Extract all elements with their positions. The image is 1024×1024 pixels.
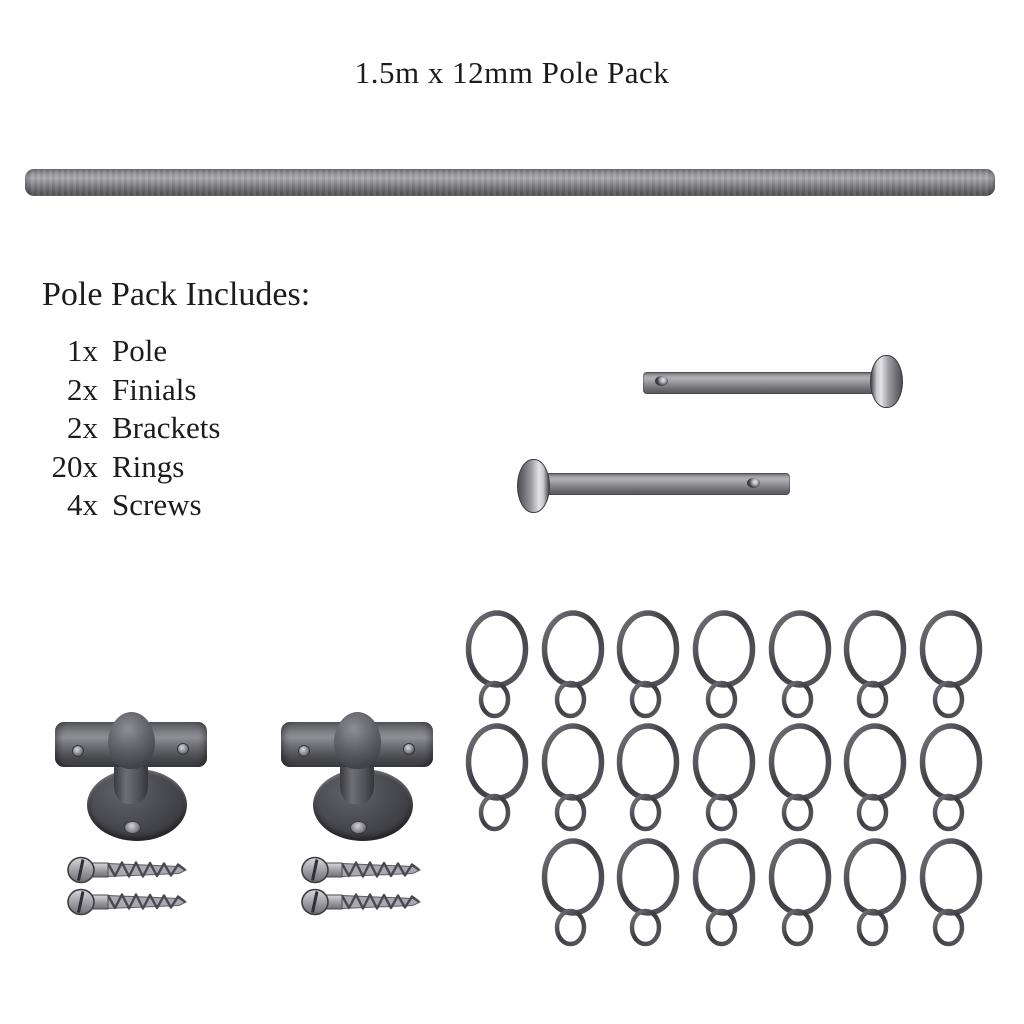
includes-item xyxy=(38,448,220,487)
finial-hole xyxy=(747,478,760,488)
bracket-image xyxy=(55,712,207,846)
finial-hole xyxy=(655,376,668,386)
includes-item xyxy=(38,486,220,525)
includes-item-qty: 1x xyxy=(67,333,98,368)
bracket-grub-screw xyxy=(177,743,189,755)
curtain-ring-image xyxy=(766,838,834,948)
curtain-ring-image xyxy=(690,723,758,833)
includes-item-qty: 4x xyxy=(67,487,98,522)
bracket-image xyxy=(281,712,433,846)
curtain-ring-image xyxy=(690,838,758,948)
screw-image xyxy=(301,855,425,885)
curtain-ring-image xyxy=(539,610,607,720)
includes-item-name: Finials xyxy=(112,371,197,407)
curtain-ring-image xyxy=(766,610,834,720)
includes-heading: Pole Pack Includes: xyxy=(42,276,311,313)
bracket-grub-screw xyxy=(298,745,310,757)
finial-image-bottom xyxy=(517,459,790,514)
product-title: 1.5m x 12mm Pole Pack xyxy=(354,55,670,90)
includes-item-qty: 2x xyxy=(67,371,98,407)
finial-image-top xyxy=(642,355,904,409)
bracket-plate-screw xyxy=(124,821,141,834)
bracket-knob xyxy=(108,712,155,769)
curtain-ring-image xyxy=(614,723,682,833)
curtain-ring-image xyxy=(614,610,682,720)
curtain-ring-image xyxy=(539,838,607,948)
curtain-ring-image xyxy=(463,723,531,833)
pole-image xyxy=(25,169,995,196)
bracket-grub-screw xyxy=(72,745,84,757)
includes-item-qty: 2x xyxy=(67,410,98,445)
curtain-ring-image xyxy=(841,723,909,833)
screw-image xyxy=(301,887,425,917)
curtain-ring-image xyxy=(766,723,834,833)
includes-item-name: Brackets xyxy=(112,410,221,445)
includes-item-name: Screws xyxy=(112,487,202,522)
includes-item-qty: 20x xyxy=(51,448,98,484)
curtain-ring-image xyxy=(614,838,682,948)
finial-rod xyxy=(643,372,879,394)
bracket-knob xyxy=(334,712,381,769)
bracket-grub-screw xyxy=(403,743,415,755)
screw-image xyxy=(67,855,191,885)
curtain-ring-image xyxy=(463,610,531,720)
includes-item-name: Rings xyxy=(112,448,185,484)
bracket-plate-screw xyxy=(350,821,367,834)
includes-item-name: Pole xyxy=(112,333,168,368)
curtain-ring-image xyxy=(917,838,985,948)
screw-image xyxy=(67,887,191,917)
curtain-ring-image xyxy=(917,610,985,720)
curtain-ring-image xyxy=(841,838,909,948)
finial-head xyxy=(517,459,550,513)
includes-list xyxy=(38,332,220,525)
includes-item xyxy=(38,332,220,371)
includes-item xyxy=(38,371,220,410)
curtain-ring-image xyxy=(917,723,985,833)
curtain-ring-image xyxy=(690,610,758,720)
curtain-ring-image xyxy=(539,723,607,833)
includes-item xyxy=(38,409,220,448)
finial-head xyxy=(870,355,903,408)
curtain-ring-image xyxy=(841,610,909,720)
